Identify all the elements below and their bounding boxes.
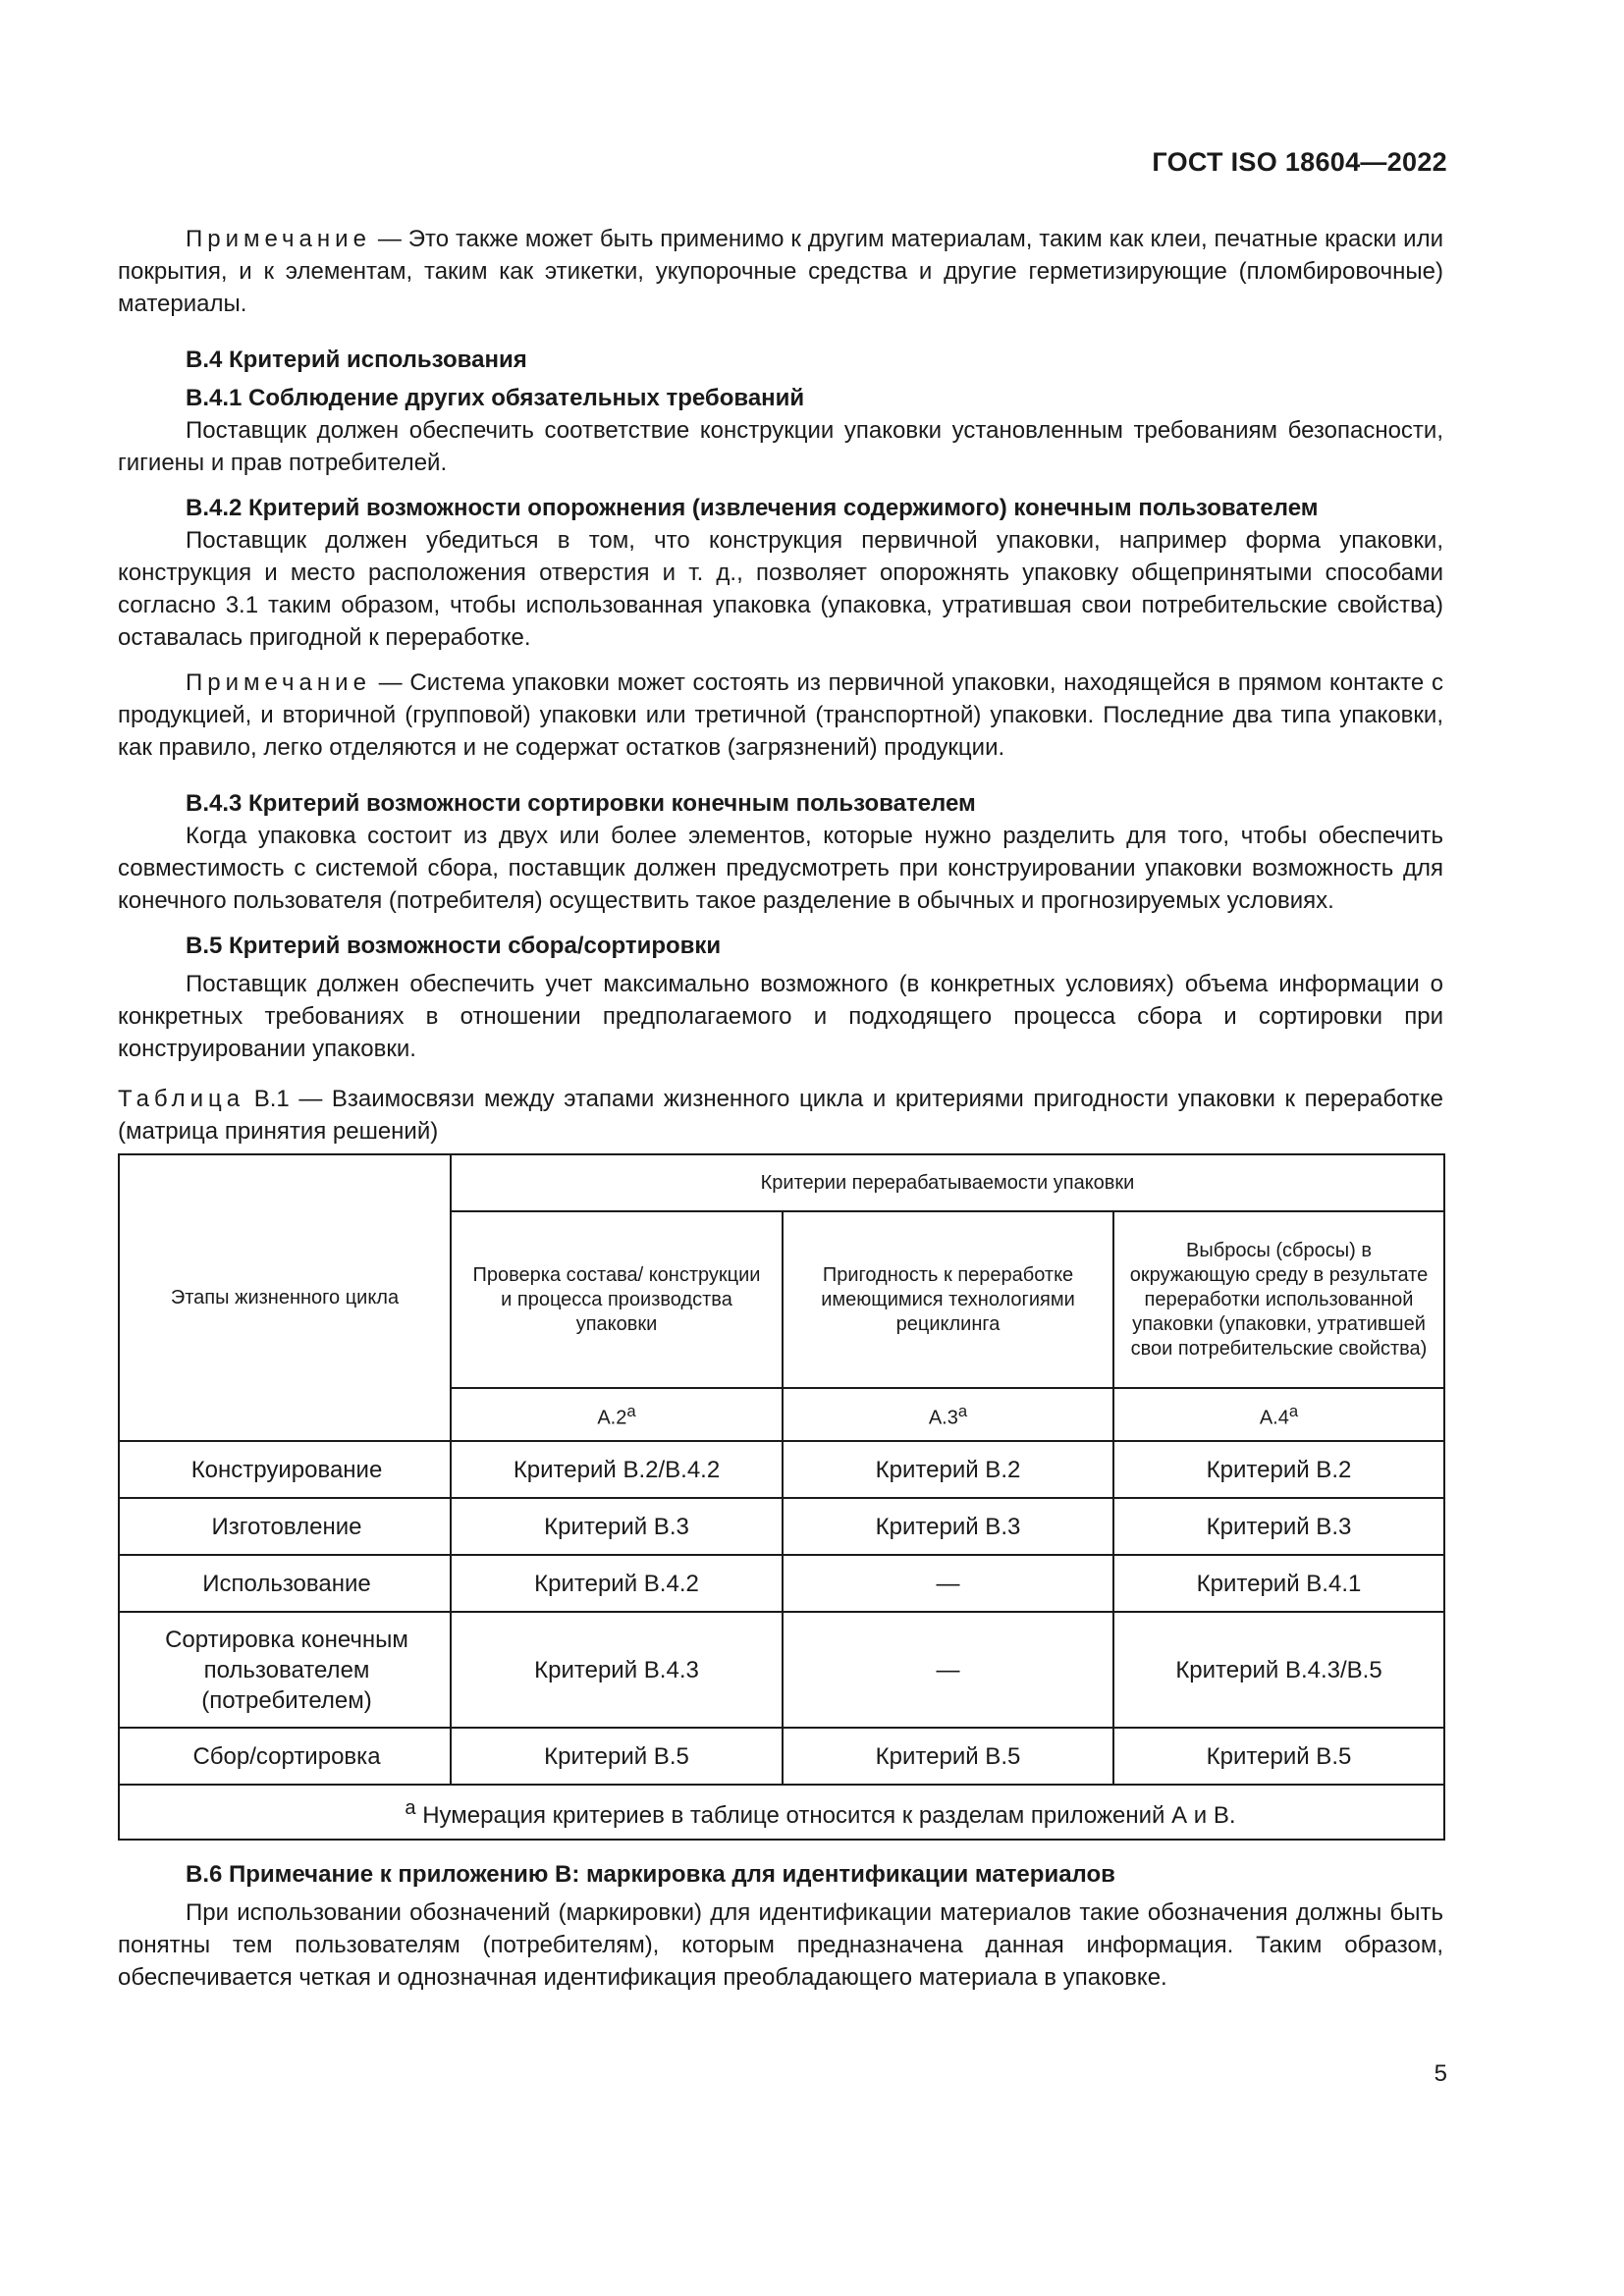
criterion-cell: Критерий B.4.3 <box>451 1612 783 1728</box>
stage-header-cell: Этапы жизненного цикла <box>119 1154 451 1441</box>
table-row <box>119 1555 1444 1612</box>
stage-cell: Конструирование <box>119 1441 451 1498</box>
column-ref-code: A.4 <box>1259 1407 1289 1429</box>
footnote-mark: a <box>1288 1401 1299 1420</box>
criterion-cell: Критерий B.4.3/B.5 <box>1113 1612 1444 1728</box>
column-ref <box>1113 1388 1444 1441</box>
footnote-mark: a <box>626 1401 636 1420</box>
note-1-text: — Это также может быть применимо к другим материалам, таким как клеи, печатные краски или покрытия, и к элементам, таким как этикетки, укупорочные средства и другие герметизирующие (пломбировочные) материалы. <box>118 226 1443 317</box>
column-ref-code: A.3 <box>928 1407 958 1429</box>
group-header-cell: Критерии перерабатываемости упаковки <box>451 1154 1444 1211</box>
column-header: Проверка состава/ конструкции и процесса производства упаковки <box>451 1211 783 1388</box>
decision-matrix-table <box>118 1153 1445 1841</box>
table-caption-text: B.1 — Взаимосвязи между этапами жизненного цикла и критериями пригодности упаковки к переработке (матрица принятия решений) <box>118 1086 1443 1145</box>
table-caption <box>118 1083 1443 1148</box>
table-row <box>119 1498 1444 1555</box>
column-ref <box>451 1388 783 1441</box>
section-b41-heading: B.4.1 Соблюдение других обязательных требований <box>186 385 805 411</box>
criterion-cell: Критерий B.2 <box>1113 1441 1444 1498</box>
stage-cell: Сбор/сортировка <box>119 1728 451 1785</box>
criterion-cell: Критерий B.3 <box>783 1498 1113 1555</box>
table-row <box>119 1441 1444 1498</box>
criterion-cell: Критерий B.2/B.4.2 <box>451 1441 783 1498</box>
section-b41-text: Поставщик должен обеспечить соответствие конструкции упаковки установленным требованиям безопасности, гигиены и прав потребителей. <box>118 417 1443 476</box>
criterion-cell: Критерий B.3 <box>1113 1498 1444 1555</box>
table-row <box>119 1612 1444 1728</box>
stage-cell: Изготовление <box>119 1498 451 1555</box>
table-footnote-text: Нумерация критериев в таблице относится к разделам приложений А и В. <box>415 1802 1236 1829</box>
criterion-cell: Критерий B.3 <box>451 1498 783 1555</box>
table-footnote <box>119 1785 1444 1840</box>
section-b43-text: Когда упаковка состоит из двух или более элементов, которые нужно разделить для того, чтобы обеспечить совместимость с системой сбора, поставщик должен предусмотреть при конструировании упаковки возможность для конечного пользователя (потребителя) осуществить такое разделение в обычных и прогнозируемых условиях. <box>118 823 1443 914</box>
section-b6-text: При использовании обозначений (маркировки) для идентификации материалов такие обозначения должны быть понятны тем пользователям (потребителям), которым предназначена данная информация. Таким образом, обеспечивается четкая и однозначная идентификация преобладающего материала в упаковке. <box>118 1899 1443 1991</box>
stage-cell: Сортировка конечным пользователем (потребителем) <box>119 1612 451 1728</box>
column-ref <box>783 1388 1113 1441</box>
section-b6-heading: B.6 Примечание к приложению B: маркировка для идентификации материалов <box>186 1861 1115 1888</box>
section-b4-heading: B.4 Критерий использования <box>186 347 527 373</box>
section-b43-heading: B.4.3 Критерий возможности сортировки конечным пользователем <box>186 790 976 817</box>
criterion-cell: — <box>783 1555 1113 1612</box>
stage-cell: Использование <box>119 1555 451 1612</box>
footnote-mark: a <box>405 1797 416 1819</box>
section-b5-heading: B.5 Критерий возможности сбора/сортировки <box>186 933 722 959</box>
table-caption-label: Таблица <box>118 1086 245 1112</box>
note-2-label: Примечание <box>186 669 371 696</box>
note-1-label: Примечание <box>186 226 371 252</box>
table-row <box>119 1728 1444 1785</box>
note-2-text: — Система упаковки может состоять из первичной упаковки, находящейся в прямом контакте с продукцией, и вторичной (групповой) упаковки или третичной (транспортной) упаковки. Последние два типа упаковки, как правило, легко отделяются и не содержат остатков (загрязнений) продукции. <box>118 669 1443 761</box>
column-header: Пригодность к переработке имеющимися технологиями рециклинга <box>783 1211 1113 1388</box>
criterion-cell: Критерий B.4.2 <box>451 1555 783 1612</box>
criterion-cell: — <box>783 1612 1113 1728</box>
section-b5-text: Поставщик должен обеспечить учет максимально возможного (в конкретных условиях) объема информации о конкретных требованиях в отношении предполагаемого и подходящего процесса сбора и сортировки при конструировании упаковки. <box>118 971 1443 1062</box>
column-header: Выбросы (сбросы) в окружающую среду в результате переработки использованной упаковки (упаковки, утратившей свои потребительские свойства) <box>1113 1211 1444 1388</box>
note-2 <box>118 667 1443 764</box>
criterion-cell: Критерий B.5 <box>783 1728 1113 1785</box>
section-b42-text: Поставщик должен убедиться в том, что конструкция первичной упаковки, например форма упаковки, конструкция и место расположения отверстия и т. д., позволяет опорожнять упаковку общепринятыми способами согласно 3.1 таким образом, чтобы использованная упаковка (упаковка, утратившая свои потребительские свойства) оставалась пригодной к переработке. <box>118 527 1443 651</box>
column-ref-code: A.2 <box>597 1407 627 1429</box>
note-1 <box>118 223 1443 320</box>
criterion-cell: Критерий B.5 <box>1113 1728 1444 1785</box>
criterion-cell: Критерий B.5 <box>451 1728 783 1785</box>
criterion-cell: Критерий B.4.1 <box>1113 1555 1444 1612</box>
criterion-cell: Критерий B.2 <box>783 1441 1113 1498</box>
footnote-mark: a <box>957 1401 968 1420</box>
standard-designation: ГОСТ ISO 18604—2022 <box>1152 147 1447 177</box>
page-number: 5 <box>1434 2060 1447 2087</box>
section-b42-heading: B.4.2 Критерий возможности опорожнения (извлечения содержимого) конечным пользователем <box>186 495 1319 521</box>
page-content <box>118 223 1443 1994</box>
